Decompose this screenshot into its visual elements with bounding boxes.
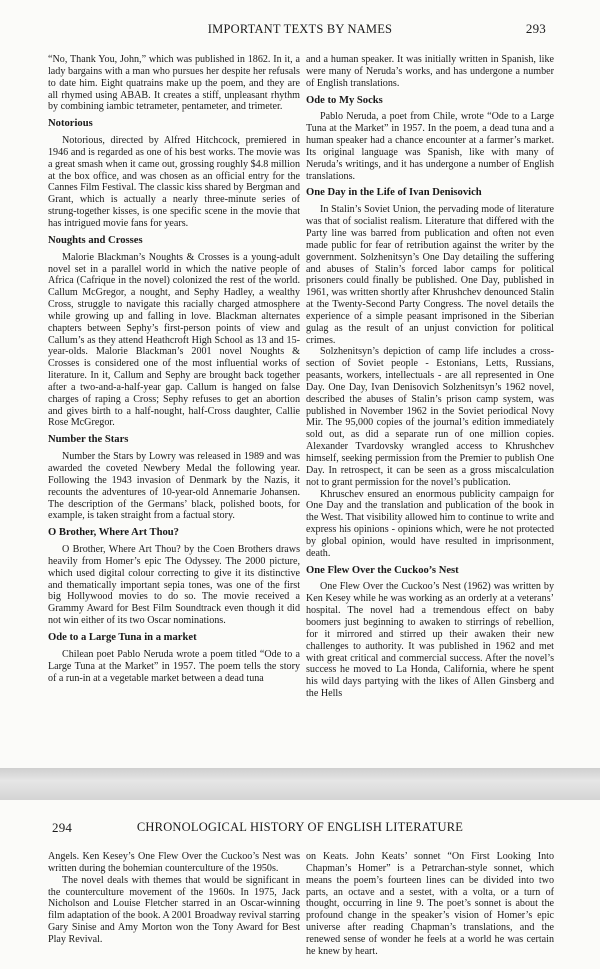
paragraph: Number the Stars by Lowry was released in 1989 and was awarded the coveted Newbery Medal the following year. Following the 1943 invasion of Denmark by the Nazis, it recounts the adventures of 10-year-old Annemarie Johansen. The description of the Germans’ black, polished boots, for example, is taken straight from a factual story. bbox=[48, 451, 300, 522]
paragraph: and a human speaker. It was initially written in Spanish, like were many of Neruda’s works, and has undergone a number of English translations. bbox=[306, 54, 554, 89]
left-column bbox=[48, 54, 300, 684]
entry-heading: One Flew Over the Cuckoo’s Nest bbox=[306, 564, 459, 576]
right-column bbox=[306, 54, 554, 700]
entry-heading: One Day in the Life of Ivan Denisovich bbox=[306, 187, 482, 199]
page-number: 293 bbox=[525, 21, 546, 36]
running-title: IMPORTANT TEXTS BY NAMES bbox=[207, 22, 393, 36]
paragraph: Angels. Ken Kesey’s One Flew Over the Cuckoo’s Nest was written during the bohemian counterculture of the 1950s. bbox=[48, 851, 300, 874]
running-title: CHRONOLOGICAL HISTORY OF ENGLISH LITERATURE bbox=[136, 820, 464, 834]
paragraph: O Brother, Where Art Thou? by the Coen Brothers draws heavily from Homer’s epic The Odyssey. The 2000 picture, which used digital colour correcting to give it its distinctive and thematically important sepia tones, was one of the first big Hollywood movies to do so. The movie received a Grammy Award for Best Film Soundtrack even though it did not win either of its two Oscar nominations. bbox=[48, 544, 300, 627]
entry-heading: Noughts and Crosses bbox=[48, 234, 143, 246]
paragraph: “No, Thank You, John,” which was published in 1862. In it, a lady bargains with a man who pursues her despite her refusals to date him. Eight quatrains make up the poem, and they are all rhymed using ABAB. It creates a stiff, unpleasant rhythm by combining iambic tetrameter, pentameter, and trimeter. bbox=[48, 54, 300, 113]
paragraph: on Keats. John Keats’ sonnet “On First Looking Into Chapman’s Homer” is a Petrarchan-style sonnet, which means the poem’s fourteen lines can be divided into two parts, an octave and a sestet, with a volta, or a turn of thought, occurring in line 9. The poet’s sonnet is about the profound change in the speaker’s vision of Homer’s epic universe after reading Chapman’s translations, and the renewed sense of wonder he feels at a world he was certain he knew by heart. bbox=[306, 851, 554, 957]
paragraph: Notorious, directed by Alfred Hitchcock, premiered in 1946 and is regarded as one of his best works. The movie was a great smash when it came out, grossing roughly $4.8 million at the box office, and was chosen as an official entry for the Cannes Film Festival. The classic kiss shared by Bergman and Grant, which is actually a nearly three-minute series of strung-together kisses, is one specific scene in the movie that has intrigued movie fans for years. bbox=[48, 135, 300, 229]
paragraph: Malorie Blackman’s Noughts & Crosses is a young-adult novel set in a parallel world in which the native people of Africa (Cafrique in the novel) colonized the rest of the world. Callum McGregor, a nought, and Sephy Hadley, a wealthy Cross, struggle to navigate this racially charged atmosphere while growing up and falling in love. Blackman alternates chapters between Sephy’s first-person points of view and Callum’s as they attend Heathcroft High School as 13 and 15-year-olds. Malorie Blackman’s 2001 novel Noughts & Crosses is considered one of the most influential works of literature. In it, Callum and Sephy are brought back together after a two-and-a-half-year gap. Callum is hanged on false charges of raping a Cross; Sephy refuses to get an abortion and gives birth to a half-nought, half-Cross daughter, Callie Rose McGregor. bbox=[48, 251, 300, 429]
entry-heading: Notorious bbox=[48, 118, 93, 130]
paragraph: One Flew Over the Cuckoo’s Nest (1962) was written by Ken Kesey while he was working as an orderly at a veterans’ hospital. The novel had a tremendous effect on baby boomers just beginning to awaken to stirrings of rebellion, for it mirrored and stirred up their awaken their new challenges to authority. It was published in 1962 and met with great critical and commercial success. After the novel’s success he moved to La Honda, California, where he spent his wild days partying with the likes of Allen Ginsberg and the Hells bbox=[306, 581, 554, 700]
paragraph: In Stalin’s Soviet Union, the pervading mode of literature was that of socialist realism. Literature that differed with the Party line was barred from publication and often not even made public for fear of retribution against the writer by the government. Solzhenitsyn’s One Day detailing the suffering and abuses of Stalin’s forced labor camps for political prisoners could finally be published. One Day, published in 1961, was written shortly after Khrushchev denounced Stalin at the Twenty-Second Party Congress. The novel details the experience of a simple peasant imprisoned in the Siberian gulag as the result of an unjust conviction for political crimes. bbox=[306, 204, 554, 346]
entry-heading: Ode to a Large Tuna in a market bbox=[48, 631, 197, 643]
book-page-294 bbox=[0, 800, 600, 969]
right-column bbox=[306, 851, 554, 958]
paragraph: Khruschev ensured an enormous publicity campaign for One Day and the translation and publication of the book in the West. That visibility allowed him to continue to write and express his opinions - opinions which, were he not protected by global opinion, would have resulted in imprisonment, death. bbox=[306, 488, 554, 559]
entry-heading: Ode to My Socks bbox=[306, 94, 383, 106]
left-column bbox=[48, 851, 300, 946]
entry-heading: Number the Stars bbox=[48, 434, 129, 446]
page-gap bbox=[0, 768, 600, 800]
page-number: 294 bbox=[52, 820, 73, 835]
paragraph: Pablo Neruda, a poet from Chile, wrote “Ode to a Large Tuna at the Market” in 1957. In the poem, a dead tuna and a human speaker had a chance encounter at a farmer’s market. Its original language was Spanish, like with many of Neruda’s writings, and it has undergone a number of English translations. bbox=[306, 111, 554, 182]
paragraph: The novel deals with themes that would be significant in the counterculture movement of the 1960s. In 1975, Jack Nicholson and Louise Fletcher starred in an Oscar-winning film adaptation of the book. A 2001 Broadway revival starring Gary Sinise and Amy Morton won the Tony Award for Best Play Revival. bbox=[48, 874, 300, 945]
entry-heading: O Brother, Where Art Thou? bbox=[48, 527, 179, 539]
paragraph: Chilean poet Pablo Neruda wrote a poem titled “Ode to a Large Tuna at the Market” in 1957. The poem tells the story of a run-in at a vegetable market between a dead tuna bbox=[48, 648, 300, 684]
paragraph: Solzhenitsyn’s depiction of camp life includes a cross-section of Soviet people - Estonians, Letts, Russians, peasants, workers, intellectuals - are all represented in One Day. One Day, Ivan Denisovich Solzhenitsyn’s 1962 novel, described the abuses of Stalin’s prison camp system, was published in November 1962 in the Soviet periodical Novy Mir. The 95,000 copies of the journal’s edition immediately sold out, as did a separate run of one million copies. Alexander Tvardovsky wrangled access to Khrushchev himself, seeking permission from the Premier to publish One Day. In retrospect, it can be seen as a gross miscalculation not to grant permission for the novel’s publication. bbox=[306, 346, 554, 488]
